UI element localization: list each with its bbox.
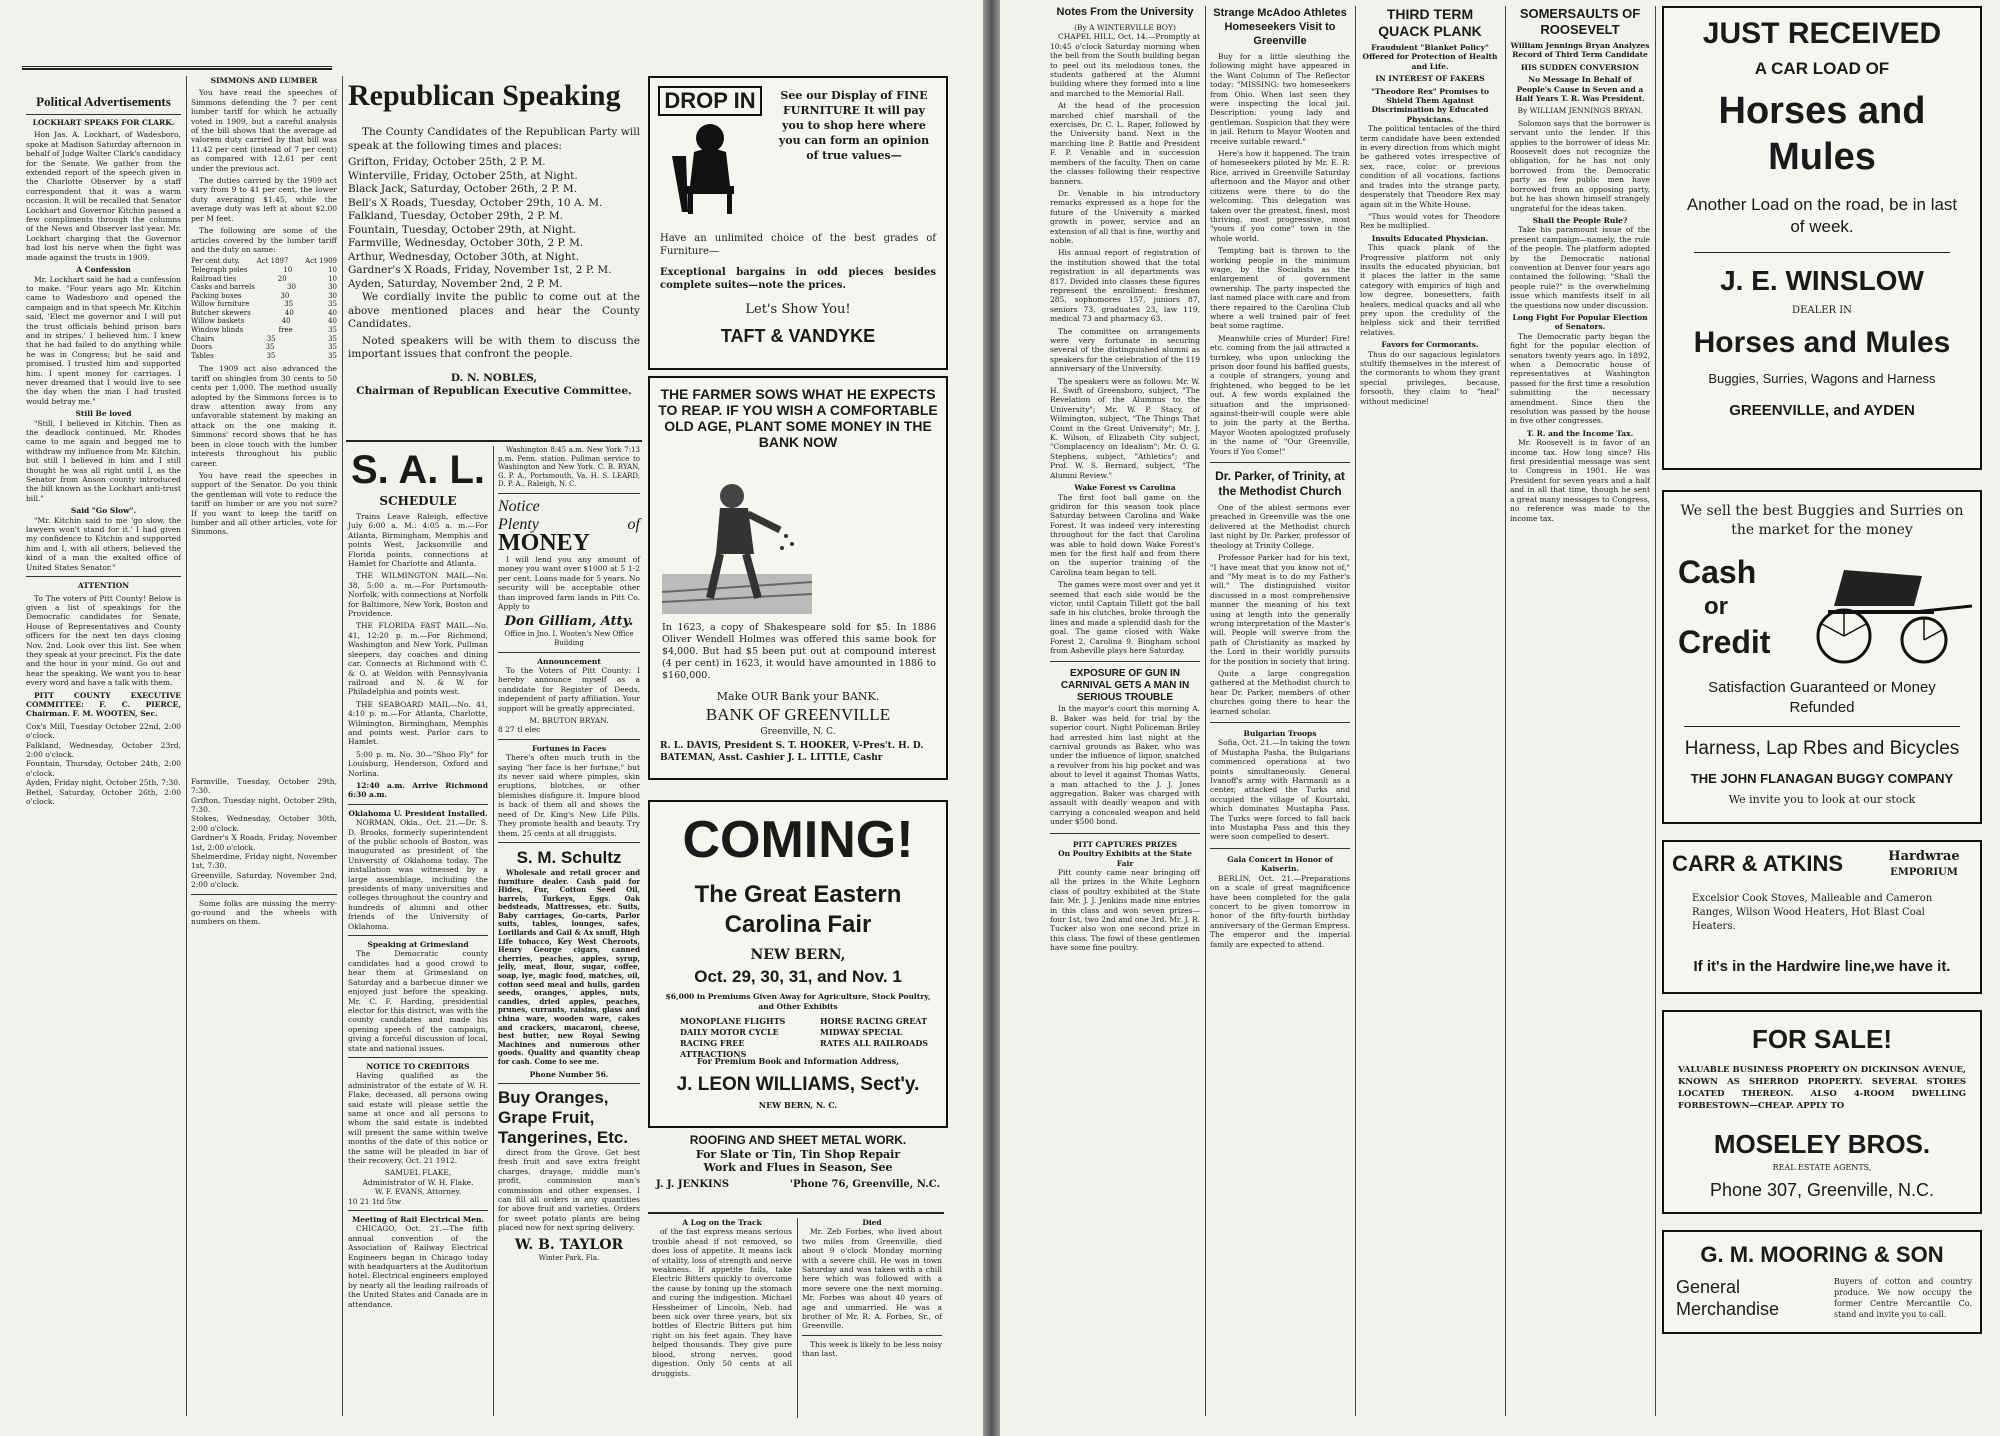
simmons-body: You have read the speeches of Simmons defending the 7 per cent lumber tariff for which he actually voted in 1909, but a careful analysis of the bill shows that the average ad valorem duty carried by that bill was 11.42 per cent (instead of 7 per cent) as compared with 12.61 per cent under the previous act. [191, 88, 337, 173]
gala-body: BERLIN, Oct. 21.—Preparations on a scale of great magnificence have been completed for the gala concert to be given tomorrow in honor of the fifty-fourth birthday anniversary of the German Empress. The emperor and the imperial family are expected to attend. [1210, 873, 1350, 949]
mooring-name: G. M. MOORING & SON [1700, 1242, 1944, 1267]
republican-outro2: Noted speakers will be with them to discuss the important issues that confront the people. [348, 334, 640, 360]
received-dealer: DEALER IN [1792, 305, 1852, 316]
tariff-table [191, 257, 337, 360]
chapel-body2: At the head of the procession marched chief marshall of the exercises, Dr. C. L. Raper, followed by the University band. Next in the marching line P. Battle and President F. P. Venable and in succession members of the faculty. Then on came the classes following their respective banners. [1050, 101, 1200, 186]
political-ads-column [26, 76, 181, 1416]
drop-in-cta: Let's Show You! [745, 302, 851, 317]
received-place: GREENVILLE, and AYDEN [1729, 402, 1915, 419]
log-title: A Log on the Track [682, 1218, 762, 1227]
somersaults-sub5: Long Fight For Popular Election of Senators. [1512, 312, 1648, 332]
chapel-sub: Wake Forest vs Carolina [1074, 483, 1176, 493]
oklahoma-body: NORMAN, Okla., Oct. 21.—Dr. S. D. Brooks, formerly superintendent of the public schools of Boston, was inaugurated as president of the University of Oklahoma today. The installation was witnessed by a large assemblage, including the presidents of many universities and colleges throughout the country and hundreds of alumni and other friends of the University of Oklahoma. [348, 818, 488, 931]
schultz-body: Wholesale and retail grocer and furniture dealer. Cash paid for Hides, Fur, Cotton Seed Oil, barrels, Turkeys, Eggs. Oak bedsteads, Mattresses, etc. Suits, Baby carriages, Go-carts, Parlor suits, tables, lounges, safes, Lorillards and Gail & Ax snuff, High Life tobacco, Key West Cheroots, Henry George cigars, canned cherries, peaches, apples, syrup, jelly, meat, flour, sugar, coffee, soap, lye, magic food, matches, oil, cotton seed meal and hulls, garden seeds, oranges, apples, nuts, candies, dried apples, peaches, prunes, currants, raisins, glass and china ware, wooden ware, cakes and crackers, macaroni, cheese, best butter, new Royal Sewing Machines and numerous other goods. Quality and quantity cheap for cash. Come to see me. [498, 867, 640, 1066]
drop-in-title: DROP IN [658, 86, 762, 116]
lockhart-body: Hon Jas. A. Lockhart, of Wadesboro, spoke at Madison Saturday afternoon in behalf of Judge Walter Clark's candidacy for the Senate. We gather from the extended report of the speech given in the Charlotte Observer by a staff correspondent that it was a warm occasion. It will be recalled that Senator Lockhart and Governor Kitchin passed a few compliments through the columns of the News and Observer last year. Mr. Lockhart charging that the Governor had lost his nerve when the fight was made against the trusts in 1909. [26, 130, 181, 262]
republican-signer: D. N. NOBLES, [450, 371, 538, 384]
bank-place: Greenville, N. C. [760, 727, 836, 737]
mcadoo-body2: Here's how it happened. The train of homeseekers piloted by Mr. E. R. Rice, arrived in Greenville Saturday afternoon and the Mayor and other citizens were there to do the welcoming. This delegation was taken over the greatest, finest, most thriving, most progressive, most "yours if you come" town in the whole world. [1210, 149, 1350, 243]
republican-outro: We cordially invite the public to come out at the above mentioned places and hear the County Candidates. [348, 291, 640, 330]
fair-coming: COMING! [682, 811, 914, 869]
money-office: Office in Jno. I. Wooten's New Office Building [504, 630, 634, 647]
buggy-or: or [1704, 593, 1728, 620]
mooring-ad [1662, 1230, 1982, 1334]
somersaults-body2: Take his paramount issue of the present campaign—namely, the rule of the people. The platform adopted by the Democratic national convention at Denver four years ago contained the following: "Shall the people rule?" is the overwhelming issue which manifests itself in all the questions now under discussion. [1510, 225, 1650, 310]
fortunes-body: There's often much truth in the saying "her face is her fortune," but its never said where pimples, skin eruptions, blotches, or other blemishes disfigure it. Impure blood is back of them all and shows the need of Dr. King's New Life Pills. They promote health and beauty. Try them. 25 cents at all druggists. [498, 753, 640, 838]
prizes-body: Pitt county came near bringing off all the prizes in the White Leghorn class of poultry exhibited at the State fair. Mr. J. J. Jenkins made nine entries in this class and won seven prizes—four 1st, two 2nd and one 3rd. Mr. J. R. Tucker also won one second prize in this class. The fowl of these gentlemen have some fine poultry. [1050, 867, 1200, 953]
thirdterm-headline: THIRD TERM QUACK PLANK [1378, 6, 1482, 39]
place-3: Bell's X Roads, Tuesday, October 29th, 10 A. M. [348, 196, 603, 209]
log-column [652, 1218, 792, 1418]
mooring-body: Buyers of cotton and country produce. We now occupy the former Centre Mercantile Co. stand and invite you to call. [1834, 1277, 1972, 1319]
received-main2: Horses and Mules [1693, 326, 1951, 359]
tariff-head: Per cent duty. Act 1897 Act 1909 [191, 257, 337, 266]
chapel-body8: The games were most over and yet it seemed that each side would be the victor, until Captain Tillett got the ball safe in his clutches, broke through the lines and made a splendid dash for the goal. The game closed with Wake Forest 2, Carolina 9. Bingham school from Asheville plays here Saturday. [1050, 580, 1200, 655]
carr-hw: Hardwrae [1888, 849, 1960, 864]
rail-title: Meeting of Rail Electrical Men. [351, 1215, 485, 1225]
prizes-headline: PITT CAPTURES PRIZES [1072, 839, 1178, 849]
tariff-row: Railroad ties 20 10 [191, 274, 337, 283]
simmons-column [191, 76, 337, 1416]
bank-name: BANK OF GREENVILLE [705, 705, 891, 724]
announcement-name: M. BRUTON BRYAN. [529, 716, 609, 726]
lockhart-headline: LOCKHART SPEAKS FOR CLARK. [32, 118, 175, 127]
bulgarian-body: Sofia, Oct. 21.—In taking the town of Mustapha Pasha, the Bulgarians commenced operations at two points simultaneously. General Ivanoff's army with Harmanli as a center, attacked the Turks and occupied the village of Kourtaki, which dominates Mustapha Pass. The Turks were forced to fall back into Mustapha Pass and this they were soon compelled to desert. [1210, 738, 1350, 842]
received-line: Buggies, Surries, Wagons and Harness [1708, 371, 1936, 386]
creditors-role: Administrator of W. H. Flake. [362, 1177, 474, 1187]
mooring-merch: Merchandise [1676, 1299, 1780, 1319]
confession-body: Mr. Lockhart said he had a confession to make. "Four years ago Mr. Kitchin came to Wadesboro and opened the campaign and in that speech Mr. Kitchin said, 'Elect me governor and I will put the trust officials behind prison bars and in stripes.' I believed him. I knew that he had failed to do anything while he was in Congress; but he said and promised. I trusted him and supported him. I spent money for carriages. I never dreamed that I would live to see the day when the man I had trusted would betray me." [26, 274, 181, 406]
place-6: Farmville, Wednesday, October 30th, 2 P. M. [348, 237, 584, 249]
somersaults-sub: William Jennings Bryan Analyzes Record of Third Term Candidate [1510, 41, 1650, 60]
roofing-line: For Slate or Tin, Tin Shop Repair [695, 1148, 901, 1161]
date-0: Cox's Mill, Tuesday October 22nd, 2:00 o'clock. [26, 721, 181, 741]
somersaults-byline: By WILLIAM JENNINGS BRYAN. [1517, 106, 1643, 116]
still-body: "Still, I believed in Kitchin. Then as the deadlock continued, Mr. Rhodes came to me again and begged me to withdraw my influence from Mr. Kitchin, but still I believed in him and I still thought he was all right until I, as the Senator from Anson county introduced the bill known as the Lockhart anti-trust bill." [26, 418, 181, 503]
sale-name: MOSELEY BROS. [1713, 1129, 1931, 1159]
roofing-phone: 'Phone 76, Greenville, N.C. [789, 1179, 940, 1190]
chapel-byline: (By A WINTERVILLE BOY) [1074, 23, 1176, 32]
thirdterm-sub: Fraudulent "Blanket Policy" Offered for Protection of Health and Life. [1362, 43, 1498, 71]
left-page [0, 0, 983, 1436]
fair-ad [648, 800, 948, 1128]
oranges-body: direct from the Grove. Get best fresh fruit and save extra freight charges, drayage, middle man's profit, commission man's commission and other expenses. I can fill all orders in any quantities for above fruit and varieties. Orders for sweet potato plants are being placed now for next spring delivery. [498, 1147, 640, 1233]
slow-sub: Said "Go Slow". [70, 506, 137, 516]
date-3: Ayden, Friday night, October 25th, 7:30. [26, 778, 181, 788]
republican-signer-title: Chairman of Republican Executive Committee. [356, 385, 632, 397]
drop-in-name: TAFT & VANDYKE [720, 326, 876, 346]
tariff-row: Butcher skewers 40 40 [191, 308, 337, 317]
mcadoo-body3: Tempting bait is thrown to the working people in the minimum wage, by the Socialists as the enlargement of government ownership. The party inspected the last named place with care and from there repaired to the Carolina Club where a well trained pair of feet beat some ragtime. [1210, 246, 1350, 331]
buggy-ad [1662, 490, 1982, 824]
fair-premiums: $6,000 in Premiums Given Away for Agriculture, Stock Poultry, and Other Exhibits [665, 992, 931, 1011]
place-4: Falkland, Tuesday, October 29th, 2 P. M. [348, 210, 563, 222]
money-notice [498, 498, 640, 555]
mooring-general: General [1676, 1277, 1741, 1297]
drop-in-ad [648, 76, 948, 370]
simmons-body4: You have read the speeches in support of the Senator. Do you think the gentleman will vote to reduce the tariff on lumber or are you not sure? If you want to keep the tariff on lumber and all other articles, vote for Simmons. [191, 470, 337, 537]
buggy-credit: Credit [1678, 624, 1771, 660]
somersaults-body: Solomon says that the borrower is servant unto the lender. If this applies to the borrower of ideas Mr. Roosevelt does not recognize the obligation, for he has not only borrowed from the Democratic party as few public men have borrowed from an opposing party, but he has shown himself strangely ungrateful for the ideas taken. [1510, 118, 1650, 213]
parker-body2: Professor Parker had for his text, "I have meat that you know not of," and "My meat is to do my Father's will." The distinguished visitor discussed in a most comprehensive manner the meaning of his text using at length into the generally wrong interpretation of the Master's will. People will swerve from the path of Christianity as marked by the Lord in their worldly pursuits for the position in society that bring. [1210, 553, 1350, 666]
chapel-headline: Notes From the University [1056, 6, 1194, 18]
buggy-top: We sell the best Buggies and Surries on the market for the money [1680, 503, 1964, 538]
place-1: Winterville, Friday, October 25th, at Night. [348, 169, 578, 182]
committee: PITT COUNTY EXECUTIVE COMMITTEE: F. C. PIERCE, Chairman. F. M. WOOTEN, Sec. [26, 690, 181, 719]
received-main: Horses and Mules [1718, 90, 1926, 178]
tariff-row: Window blinds free 35 [191, 326, 337, 335]
date-4: Bethel, Saturday, October 26th, 2:00 o'clock. [26, 787, 181, 807]
place-2: Black Jack, Saturday, October 26th, 2 P. M. [348, 183, 578, 195]
sale-title: FOR SALE! [1751, 1024, 1893, 1054]
gun-body: In the mayor's court this morning A. B. Baker was held for trial by the superior court. Night Policeman Briley had arrested him last night at the carnival grounds as Baker, who was under the influence of liquor, snatched a revolver from his hip pocket and was about to level it against Thomas Watts, a man attached to the J. J. Jones aggregation. Baker was charged with assault with deadly weapon and with carrying a concealed weapon and held under $500 bond. [1050, 704, 1200, 827]
carr-name: CARR & ATKINS [1672, 851, 1844, 876]
died-title: Died [862, 1218, 882, 1227]
fair-right-col: HORSE RACING GREAT MIDWAY SPECIAL RATES ALL RAILROADS [820, 1016, 929, 1048]
creditors-name: SAMUEL FLAKE, [384, 1168, 452, 1178]
bank-officers: R. L. DAVIS, President S. T. HOOKER, V-Pres't. H. D. BATEMAN, Asst. Cashier J. L. LITTLE, Cashr [660, 741, 924, 763]
creditors-title: NOTICE TO CREDITORS [366, 1061, 470, 1071]
sal-body4: THE SEABOARD MAIL—No. 41, 4:10 p. m.—For Atlanta, Charlotte, Wilmington, Birmingham, Memphis and points west. Parlor cars to Hamlet. [348, 699, 488, 747]
fair-info: For Premium Book and Information Address, [697, 1056, 899, 1066]
thirdterm-sub4: Insults Educated Physician. [1371, 233, 1489, 243]
page-gutter [983, 0, 1000, 1436]
oranges-title: Buy Oranges, Grape Fruit, Tangerines, Etc. [498, 1087, 629, 1147]
fair-secretary: J. LEON WILLIAMS, Sect'y. [676, 1074, 920, 1095]
sal-body3: THE FLORIDA FAST MAIL—No. 41, 12:20 p. m.—For Richmond, Washington and New York, Pullman sleepers, day coaches and dining car. Connects at Richmond with C. & O. at Weldon with Pennsylvania railroad and N. & W. for Philadelphia and points west. [348, 621, 488, 697]
announcement-title: Announcement [537, 656, 601, 666]
farmer-body: In 1623, a copy of Shakespeare sold for $5. In 1886 Oliver Wendell Holmes was offered this same book for $4,000. But had $5 been put out at compound interest (4 per cent) in 1623, it would have amounted in 1886 to $160,000. [662, 622, 936, 681]
money-column [498, 446, 640, 1416]
roofing-name: J. J. JENKINS [656, 1179, 730, 1190]
drop-in-body3: Exceptional bargains in odd pieces besides complete suites—note the prices. [660, 267, 936, 291]
oranges-place: Winter Park, Fla. [538, 1253, 600, 1262]
roofing-ad [656, 1132, 940, 1212]
grimesland-title: Speaking at Grimesland [367, 940, 469, 950]
mcadoo-body: Buy for a little sleuthing the following might have appeared in the Want Column of The Reflector today: "MISSING: two homeseekers from Ohio. When last seen they were inspecting the local jail. Description: young lady and gentleman. Suspicion that they were in jail. Return to Mayor Wooten and receive suitable reward." [1210, 52, 1350, 146]
somersaults-sub3: No Message In Behalf of People's Cause in Seven and a Half Years T. R. Was President. [1515, 75, 1645, 104]
place-0: Grifton, Friday, October 25th, 2 P. M. [348, 156, 546, 168]
attention-sub: ATTENTION [77, 581, 130, 591]
farmer-sowing-illustration-icon [662, 474, 812, 614]
mcadoo-body4: Meanwhile cries of Murder! Fire! etc. coming from the jail attracted a turnkey, who upon unlocking the prison door found his baffled guests, a couple of strangers, young and frightened, who begged to be let out. A few words explained the situation and the imprisoned-against-their-will couple were able to join the party at the Bertha. Mayor Wooten apologized profusely in the name of "Our Greenville, Yours if You Come!" [1210, 333, 1350, 456]
thirdterm-body4: Thus do our sagacious legislators stultify themselves in the interest of the cormorants to whom they grant special privileges, because, forsooth, they claim to "heal" without medicine! [1360, 349, 1500, 406]
thirdterm-sub5: Favors for Cormorants. [1381, 340, 1479, 350]
prizes-sub: On Poultry Exhibits at the State Fair [1058, 849, 1192, 868]
creditors-ref: 10 21 1td 5tw [348, 1196, 402, 1206]
short-note: This week is likely to be less noisy than last. [802, 1339, 942, 1359]
attention-body: To The voters of Pitt County! Below is given a list of speakings for the Democratic candidates for Senate, House of Representatives and County officers for the next ten days closing Nov. 2nd. Look over this list. See when they speak at your precinct. Fix the date and the hour in your mind. Go out and hear the speaking. We want you to hear every word and have a talk with them. [26, 593, 181, 688]
republican-intro: The County Candidates of the Republican Party will speak at the following times and places: [348, 126, 640, 152]
gun-headline: EXPOSURE OF GUN IN CARNIVAL GETS A MAN IN SERIOUS TROUBLE [1060, 668, 1190, 704]
received-name: J. E. WINSLOW [1720, 265, 1924, 296]
buggy-invite: We invite you to look at our stock [1728, 793, 1916, 806]
somersaults-column [1510, 6, 1650, 1416]
received-sub: A CAR LOAD OF [1754, 59, 1890, 78]
schedule-2: Stokes, Wednesday, October 30th, 2:00 o'clock. [191, 814, 337, 833]
fair-secretary-place: NEW BERN, N. C. [758, 1100, 838, 1110]
sal-contact: Washington 8:45 a.m. New York 7:13 p.m. Penn. station. Pullman service to Washington and New York. C. B. RYAN, G. P. A., Portsmouth, Va. H. S. LEARD, D. P. A., Raleigh, N. C. [498, 446, 640, 489]
for-sale-ad [1662, 1010, 1982, 1214]
gala-headline: Gala Concert in Honor of Kaiserin. [1227, 854, 1333, 874]
sal-body6: 12:40 a.m. Arrive Richmond 6:30 a.m. [348, 780, 488, 800]
roofing-title: ROOFING AND SHEET METAL WORK. [689, 1133, 907, 1147]
died-column [802, 1218, 942, 1418]
political-ads-title: Political Advertisements [36, 94, 171, 109]
sale-agents: REAL ESTATE AGENTS, [1772, 1163, 1872, 1172]
republican-speaking [348, 78, 640, 438]
sal-body: Trains Leave Raleigh, effective July 6:00 a. M.: 4:05 a. m.—For Atlanta, Birmingham, Memphis and points West, Jacksonville and Florida points, connections at Hamlet for Charlotte and Atlanta. [348, 512, 488, 569]
schultz-name: S. M. Schultz [516, 847, 622, 867]
carr-atkins-ad [1662, 840, 1982, 994]
date-2: Fountain, Thursday, October 24th, 2:00 o'clock. [26, 759, 181, 778]
chapel-column [1050, 6, 1200, 1416]
grimesland-body: The Democratic county candidates had a good crowd to hear them at Grimesland on Saturday and a barbecue dinner we enjoyed just before the speaking. Mr. C. F. Harding, presidential elector for this district, was with the county candidates and made his opening speech of the campaign, giving a forceful discussion of local, state and national issues. [348, 949, 488, 1053]
oklahoma-title: Oklahoma U. President Installed. [348, 808, 488, 818]
chair-illustration-icon [658, 116, 762, 216]
thirdterm-sub2: IN INTEREST OF FAKERS [1375, 74, 1485, 84]
chapel-body4: His annual report of registration of the institution showed that the total registration in all departments was 817. Divided into classes these figures represent the enrollment: freshmen 285, sophomores 157, juniors 87, seniors 73, graduates 23, law 119, medical 73 and pharmacy 63. [1050, 248, 1200, 324]
simmons-body3: The 1909 act also advanced the tariff on shingles from 30 cents to 50 cents per 1,000. The method usually adopted by the Simmons forces is to draw attention away from any unfavorable statement by making an attack on the one making it. Simmons' record shows that he has been in close touch with the lumber interests throughout his public career. [191, 364, 337, 468]
fair-dates: Oct. 29, 30, 31, and Nov. 1 [694, 967, 902, 986]
still-sub: Still Be loved [75, 409, 132, 419]
somersaults-sub2: HIS SUDDEN CONVERSION [1520, 62, 1640, 72]
right-page [1000, 0, 2000, 1436]
quack-plank-column [1360, 6, 1500, 1416]
buggy-line: Harness, Lap Rbes and Bicycles [1684, 738, 1960, 759]
chapel-body7: The first foot ball game on the gridiron for this season took place Saturday between Carolina and Wake Forest. It was indeed very interesting throughout for the fact that Carolina was able to hold down Wake Forest's men for the first half and from there on the superior training of the Carolina team began to tell. [1050, 492, 1200, 577]
tariff-row: Tables 35 35 [191, 351, 337, 360]
drop-in-text: See our Display of FINE FURNITURE It will pay you to shop here where you can form an opinion of true values— [778, 89, 930, 162]
schedule-0: Farmville, Tuesday, October 29th, 7:30. [191, 776, 337, 796]
chapel-body6: The speakers were as follows: Mr. W. H. Swift of Greensboro, subject, "The Revelation of the Alumnus to the University"; Mr. W. P. Stacy, of Wilmington, subject, "The Things That Count in the Great University"; Mr. J. K. Wilson, of Elizabeth City subject, "Complacency on Idealism"; Mr. O. G. Stephens, subject, "Athletics"; and Prof. W. S. Bernard, subject, "The Alumni Review." [1050, 376, 1200, 480]
horses-mules-ad [1662, 6, 1982, 470]
schedule-5: Greenville, Saturday, November 2nd, 2:00 o'clock. [191, 870, 337, 890]
chapel-body: CHAPEL HILL, Oct. 14.—Promptly at 10:45 o'clock Saturday morning when the bell from the South building began to peel out its melodious tones, the students gathered at the Alumni building where they formed into a line and marched to the Memorial Hall. [1050, 32, 1200, 98]
thirdterm-body: The political tentacles of the third term candidate have been extended in every direction from which might be gathered votes irrespective of sex, race, color or previous condition of all vocations, factions and trades into the strange party, desperately that Theodore Rex may again sit in the White House. [1360, 124, 1500, 209]
tariff-row: Chairs 35 35 [191, 334, 337, 343]
carr-body: Excelsior Cook Stoves, Malleable and Cameron Ranges, Wilson Wood Heaters, Hot Blast Coal Heaters. [1692, 893, 1933, 932]
fair-name: The Great Eastern Carolina Fair [694, 881, 902, 938]
parker-headline: Dr. Parker, of Trinity, at the Methodist Church [1215, 469, 1345, 499]
chapel-body5: The committee on arrangements were very fortunate in securing several of the distinguished alumni as speakers for the celebration of the 119 anniversary of the University. [1050, 326, 1200, 374]
sal-subtitle: SCHEDULE [379, 494, 457, 508]
plenty-label: Plenty of [498, 515, 640, 533]
confession-sub: A Confession [76, 265, 131, 275]
sal-schedule [348, 446, 488, 1309]
fair-place: NEW BERN, [750, 947, 846, 963]
date-1: Falkland, Wednesday, October 23rd, 2:00 o'clock. [26, 740, 181, 759]
announcement-body: To the Voters of Pitt County: I hereby announce myself as a candidate for Register of Deeds, independent of party affiliation. Your support will be greatly appreciated. [498, 666, 640, 713]
fortunes-title: Fortunes in Faces [531, 743, 607, 753]
tariff-row: Telegraph poles 10 10 [191, 265, 337, 274]
money-attorney: Don Gilliam, Atty. [504, 614, 634, 630]
sal-body5: 5:00 p. m. No. 30—"Shoo Fly" for Louisburg, Henderson, Oxford and Norlina. [348, 749, 488, 778]
died-body: Mr. Zeb Forbes, who lived about two miles from Greenville, died about 9 o'clock Monday morning with a severe chill. He was in town Saturday and was taken with a chill here which was followed with a more severe one the next morning. Mr. Forbes was about 40 years of age and unmarried. He was a brother of Mr. R. A. Forbes, Sr., of Greenville. [802, 1227, 942, 1331]
sale-body: VALUABLE BUSINESS PROPERTY ON DICKINSON AVENUE, KNOWN AS SHERROD PROPERTY. SEVERAL STORES LOCATED THEREON. ALSO 4-ROOM DWELLING FORBESTOWN—CHEAP. APPLY TO [1678, 1065, 1966, 1111]
sal-body2: THE WILMINGTON MAIL—No. 38, 5:00 a. m.—For Portsmouth-Norfolk, with connections at Norfolk for Baltimore, New York, Boston and Providence. [348, 571, 488, 619]
received-body: Another Load on the road, be in last of week. [1686, 195, 1958, 236]
somersaults-sub4: Shall the People Rule? [1532, 215, 1628, 225]
somersaults-headline: SOMERSAULTS OF ROOSEVELT [1519, 6, 1641, 37]
bulgarian-headline: Bulgarian Troops [1243, 729, 1317, 738]
tariff-row: Casks and barrels 30 30 [191, 283, 337, 292]
parker-body3: Quite a large congregation gathered at the Methodist church to hear Dr. Parker, members of other churches going there to hear the learned scholar. [1210, 668, 1350, 716]
somersaults-body4: Mr. Roosevelt is in favor of an income tax. How long since? His first presidential message was sent to Congress in 1901. He was President for seven years and a half and in all that time, though he sent a great many messages to Congress, no reference was made to the income tax. [1510, 438, 1650, 523]
money-body: I will lend you any amount of money you want over $1000 at 5 1-2 per cent. Loans made for 5 years. No security will be acceptable other than improved farm lands in Pitt Co. Apply to [498, 554, 640, 611]
mcadoo-headline: Strange McAdoo Athletes Homeseekers Visit to Greenville [1213, 7, 1347, 47]
place-9: Ayden, Saturday, November 2nd, 2 P. M. [348, 277, 563, 290]
place-5: Fountain, Tuesday, October 29th, at Night. [348, 223, 577, 236]
somersaults-sub6: T. R. and the Income Tax. [1526, 428, 1634, 438]
thirdterm-body2: "Thus would votes for Theodore Rex be multiplied. [1360, 211, 1500, 231]
schedule-4: Shelmerdine, Friday night, November 1st, 7:30. [191, 852, 337, 871]
carr-emporium: EMPORIUM [1890, 867, 1958, 878]
creditors-attorney: W. F. EVANS, Attorney. [374, 1187, 462, 1197]
republican-title: Republican Speaking [348, 79, 621, 112]
schedule-3: Gardner's X Roads, Friday, November 1st, 2:00 o'clock. [191, 833, 337, 852]
slow-body: "Mr. Kitchin said to me 'go slow, the lawyers won't stand for it.' I had given my confidence to Kitchin and supported him and I, with all others, believed the kind of a man the exalted office of United States Senator." [26, 515, 181, 572]
simmons-tail: Some folks are missing the merry-go-round and the wheels with numbers on them. [191, 898, 337, 927]
farmer-cta: Make OUR Bank your BANK. [716, 690, 880, 703]
tariff-row: Doors 35 35 [191, 343, 337, 352]
schultz-phone: Phone Number 56. [529, 1069, 609, 1079]
buggy-company: THE JOHN FLANAGAN BUGGY COMPANY [1690, 771, 1954, 786]
simmons-body2: The duties carried by the 1909 act vary from 9 to 41 per cent, the lower duty averaging $1.45, while the average duty was left at about $2.00 per M feet. [191, 176, 337, 223]
creditors-body: Having qualified as the administrator of the estate of W. H. Flake, deceased, all persons owing said estate will please settle the same at once and all persons to whom the said estate is indebted will present the same within twelve months of the date of this notice or the same will be pleaded in bar of their recovery. Oct. 21 1912. [348, 1071, 488, 1165]
oranges-name: W. B. TAYLOR [514, 1236, 624, 1253]
drop-in-body2: Have an unlimited choice of the best grades of Furniture— [660, 233, 936, 257]
somersaults-body3: The Democratic party began the fight for the popular election of senators twenty years ago. In 1892, when a Democratic house of representatives at Washington passed for the first time a resolution submitting the necessary amendment. Since then the resolution was passed by the house in five other congresses. [1510, 331, 1650, 426]
notice-label: Notice [498, 497, 540, 515]
money-label: MONEY [498, 529, 590, 556]
parker-body: One of the ablest sermons ever preached in Greenville was the one delivered at the Methodist church last night by Dr. Parker, professor of theology at Trinity College. [1210, 503, 1350, 550]
rail-body: CHICAGO, Oct. 21.—The fifth annual convention of the Association of Railway Electrical Engineers began in Chicago today with headquarters at the Auditorium hotel. Electrical engineers employed by nearly all the leading railroads of the United States and Canada are in attendance. [348, 1224, 488, 1309]
buggy-guarantee: Satisfaction Guaranteed or Money Refunded [1708, 679, 1936, 716]
log-body: of the fast express means serious trouble ahead if not removed, so does loss of appetite. It means lack of vitality, loss of strength and nerve weakness. If appetite fails, take Electric Bitters quickly to overcome the cause by toning up the stomach and curing the indigestion. Michael Hessheimer of Lincoln, Neb. had been sick over three years, but six bottles of Electric Bitters put him right on his feet again. They have helped thousands. They give pure blood, strong nerves, good digestion. Only 50 cents at all druggists. [652, 1227, 792, 1378]
buggy-cash: Cash [1678, 554, 1757, 590]
chapel-body3: Dr. Venable in his introductory remarks expressed as a hope for the future of the University a marked growth in power, service and an extension of all that is fine, worthy and noble. [1050, 188, 1200, 245]
homeseekers-column [1210, 6, 1350, 1416]
simmons-headline: SIMMONS AND LUMBER [210, 76, 318, 85]
place-7: Arthur, Wednesday, October 30th, at Night. [348, 250, 580, 263]
fair-left-col: MONOPLANE FLIGHTS DAILY MOTOR CYCLE RACING FREE ATTRACTIONS [680, 1016, 786, 1059]
simmons-table-intro: The following are some of the articles covered by the lumber tariff and the duty on same: [191, 226, 337, 254]
schedule-1: Grifton, Tuesday night, October 29th, 7:30. [191, 795, 337, 814]
sal-title: S. A. L. [350, 448, 486, 492]
thirdterm-body3: This quack plank of the Progressive platform not only insults the educated physician, but it places the latter in the same category with empirics of high and low degree, bonesetters, faith healers, medical quacks and all who prey upon the credulity of the helpless sick and their terrified relatives. [1360, 243, 1500, 337]
buggy-illustration-icon [1804, 556, 1974, 666]
tariff-row: Willow furniture 35 35 [191, 300, 337, 309]
roofing-line2: Work and Flues in Season, See [703, 1161, 893, 1174]
thirdterm-sub3: "Theodore Rex" Promises to Shield Them Against Discrimination by Educated Physicians. [1371, 86, 1489, 124]
tariff-row: Willow baskets 40 40 [191, 317, 337, 326]
carr-tag: If it's in the Hardwire line,we have it. [1693, 958, 1951, 975]
bank-ad [648, 376, 948, 780]
received-title: JUST RECEIVED [1702, 17, 1942, 50]
place-8: Gardner's X Roads, Friday, November 1st, 2 P. M. [348, 264, 612, 276]
sale-phone: Phone 307, Greenville, N.C. [1709, 1180, 1935, 1200]
farmer-headline: THE FARMER SOWS WHAT HE EXPECTS TO REAP. IF YOU WISH A COMFORTABLE OLD AGE, PLANT SOME MONEY IN THE BANK NOW [658, 386, 938, 450]
announcement-date: 8 27 tl elec [498, 725, 541, 735]
tariff-row: Packing boxes 30 30 [191, 291, 337, 300]
